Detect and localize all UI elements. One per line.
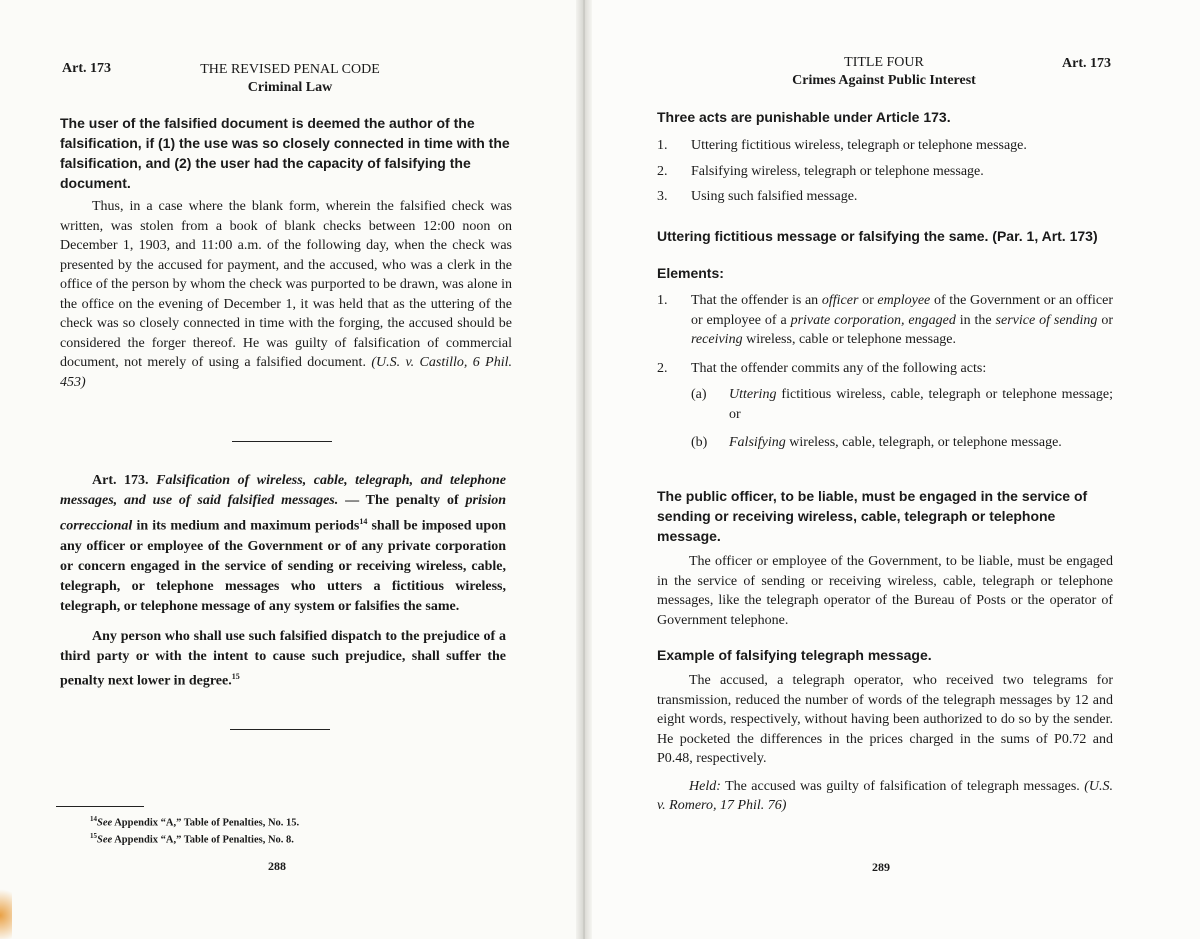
footnote-15 [90, 830, 390, 847]
left-page [0, 0, 584, 939]
footnote-mark: 15 [90, 831, 97, 840]
footnote-text: Appendix “A,” Table of Penalties, No. 8. [112, 834, 294, 845]
header-article: Art. 173 [62, 61, 111, 76]
article-body-2: shall be imposed upon any officer or employee of the Government or of any private corporation or concern engaged in the service of sending or receiving wireless, cable, telegraph, or telephone messages who utters a fictitious wireless, telegraph, or telephone message of any system or falsifies the same. [60, 518, 506, 615]
section-heading: The user of the falsified document is deemed the author of the falsification, if (1) the use was so closely connected in time with the falsification, and (2) the user had the capacity of falsifying the document. [60, 115, 510, 191]
elements-list [657, 291, 1113, 459]
header-title: TITLE FOUR [844, 55, 924, 70]
article-penalty: prision correccional [60, 493, 506, 534]
text: or [1097, 312, 1113, 328]
running-header [180, 61, 400, 97]
article-dash: — The penalty of [338, 493, 466, 509]
article-paragraph-2: Any person who shall use such falsified dispatch to the prejudice of a third party or with the intent to cause such prejudice, shall suffer the penalty next lower in degree. [60, 628, 506, 689]
footnote-see: See [97, 834, 113, 845]
officer-heading: The public officer, to be liable, must be engaged in the service of sending or receiving wireless, cable, telegraph or telephone message. [657, 488, 1088, 544]
uttering-heading: Uttering fictitious message or falsifying the same. (Par. 1, Art. 173) [657, 228, 1098, 244]
case-paragraph [60, 197, 512, 392]
text: of the Government or an officer or employee of a [691, 293, 1113, 328]
list-text: Using such falsified message. [691, 189, 858, 204]
acts-heading: Three acts are punishable under Article 173. [657, 109, 951, 125]
footnote-see: See [97, 817, 113, 829]
held-citation: (U.S. v. Romero, 17 Phil. 76) [657, 778, 1113, 813]
element-sub-a [657, 385, 1113, 424]
case-citation: (U.S. v. Castillo, 6 Phil. 453) [60, 355, 513, 390]
list-number: 1. [657, 293, 668, 308]
text: That the offender commits any of the following acts: [691, 360, 987, 376]
text-em: service of sending [995, 312, 1098, 328]
text-em: private corporation, engaged [790, 312, 956, 328]
footnote-14 [90, 813, 390, 830]
header-subtitle: Crimes Against Public Interest [792, 73, 976, 88]
list-item [657, 162, 1117, 182]
footnote-ref-14[interactable]: 14 [359, 516, 368, 526]
text-em: receiving [691, 332, 743, 347]
elements-heading: Elements: [657, 265, 724, 281]
text-em: employee [877, 293, 931, 308]
footnote-mark: 14 [90, 815, 97, 823]
list-item [657, 136, 1117, 156]
divider [232, 441, 332, 442]
list-number: 1. [657, 138, 668, 153]
case-text: Thus, in a case where the blank form, wherein the falsified check was written, was stolen from a book of blank checks between 12:00 noon on December 1, 1903, and 11:00 a.m. of the following day, when the check was presented by the accused for payment, and the accused, who was a clerk in the office of the person by whom the check was purported to be drawn, was alone in the office on the evening of December 1, it was held that as the uttering of the check was so closely connected in time with the forging, the accused should be considered the forger thereof. He was guilty of falsification of commercial document, not merely of using a falsified document. [60, 199, 512, 370]
article-label: Art. 173. [92, 473, 149, 488]
header-article: Art. 173 [1062, 56, 1111, 71]
footnote-text: Appendix “A,” Table of Penalties, No. 15. [112, 817, 300, 829]
held-text: The accused was guilty of falsification of telegraph messages. [720, 778, 1085, 794]
page-number: 289 [872, 860, 890, 874]
held-label: Held: [689, 778, 721, 794]
article-text [60, 471, 506, 692]
divider [230, 729, 330, 730]
list-number: 2. [657, 163, 668, 179]
text-em: officer [821, 293, 859, 308]
sub-letter: (b) [691, 435, 708, 450]
right-page [584, 0, 1200, 939]
list-item [657, 187, 1117, 207]
list-text: Uttering fictitious wireless, telegraph or telephone message. [691, 138, 1027, 153]
officer-text: The officer or employee of the Government, to be liable, must be engaged in the service of sending or receiving wireless, cable, telegraph or telephone messages, like the telegraph operator of the Bureau of Posts or the operator of Government telephone. [657, 554, 1113, 628]
footnotes [90, 813, 390, 846]
header-title: THE REVISED PENAL CODE [200, 62, 380, 77]
list-number: 2. [657, 360, 668, 376]
text: or [858, 293, 878, 308]
element-item-2 [657, 359, 1113, 379]
sub-letter: (a) [691, 387, 707, 402]
article-title: Falsification of wireless, cable, telegraph, and telephone messages, and use of said falsified messages. [60, 473, 506, 509]
list-text: Falsifying wireless, telegraph or telephone message. [691, 163, 984, 179]
element-sub-b [657, 433, 1113, 453]
page-number: 288 [268, 859, 286, 873]
list-number: 3. [657, 189, 668, 204]
example-paragraph [657, 671, 1113, 816]
text: wireless, cable, telegraph, or telephone message. [785, 435, 1062, 450]
footnote-ref-15[interactable]: 15 [231, 672, 240, 682]
footnote-rule [56, 806, 144, 807]
running-header [764, 54, 1004, 90]
text: That the offender is an [691, 293, 822, 308]
text-em: Falsifying [729, 435, 786, 450]
text: in the [955, 312, 996, 328]
example-heading: Example of falsifying telegraph message. [657, 647, 932, 663]
text: wireless, cable or telephone message. [742, 332, 956, 347]
thumb-smudge [0, 880, 12, 939]
article-body-1: in its medium and maximum periods [132, 518, 360, 534]
header-subtitle: Criminal Law [247, 80, 333, 95]
book-gutter [576, 0, 592, 939]
acts-list [657, 136, 1117, 213]
officer-paragraph [657, 552, 1113, 630]
text-em: Uttering [729, 387, 777, 402]
example-text: The accused, a telegraph operator, who received two telegrams for transmission, reduced the number of words of the telegraph messages by 12 and eight words, respectively, without having been authorized to do so by the sender. He pocketed the differences in the prices charged in the sums of P0.72 and P0.48, respectively. [657, 673, 1113, 766]
text: fictitious wireless, cable, telegraph or telephone message; or [729, 387, 1113, 422]
element-item-1 [657, 291, 1113, 350]
